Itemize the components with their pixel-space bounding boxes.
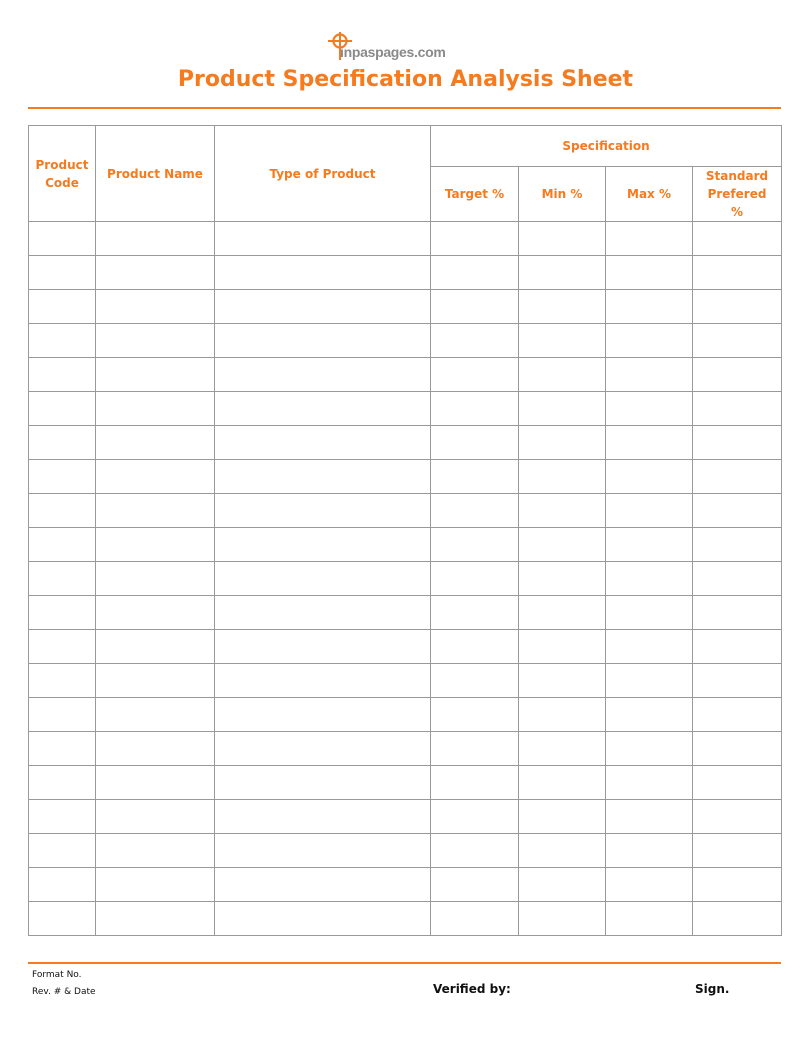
product-code-cell[interactable] xyxy=(29,732,96,766)
standard-cell[interactable] xyxy=(693,256,782,290)
min-cell[interactable] xyxy=(519,766,606,800)
standard-cell[interactable] xyxy=(693,392,782,426)
table-row xyxy=(29,256,782,290)
specification-table xyxy=(28,125,782,936)
table-row xyxy=(29,528,782,562)
min-cell[interactable] xyxy=(519,834,606,868)
header-min: Min % xyxy=(519,167,606,222)
header-target: Target % xyxy=(431,167,519,222)
standard-cell[interactable] xyxy=(693,324,782,358)
type-of-product-cell[interactable] xyxy=(215,766,431,800)
verified-by-label: Verified by: xyxy=(433,982,511,996)
footer-meta xyxy=(32,967,96,1001)
type-of-product-cell[interactable] xyxy=(215,664,431,698)
product-code-cell[interactable] xyxy=(29,834,96,868)
target-cell[interactable] xyxy=(431,664,519,698)
max-cell[interactable] xyxy=(606,392,693,426)
product-name-cell[interactable] xyxy=(96,868,215,902)
product-code-cell[interactable] xyxy=(29,460,96,494)
standard-cell[interactable] xyxy=(693,698,782,732)
target-cell[interactable] xyxy=(431,528,519,562)
table-row xyxy=(29,766,782,800)
product-code-cell[interactable] xyxy=(29,596,96,630)
product-code-cell[interactable] xyxy=(29,290,96,324)
min-cell[interactable] xyxy=(519,800,606,834)
type-of-product-cell[interactable] xyxy=(215,426,431,460)
logo-text: inpaspages.com xyxy=(340,44,446,60)
product-code-cell[interactable] xyxy=(29,528,96,562)
table-row xyxy=(29,324,782,358)
standard-cell[interactable] xyxy=(693,528,782,562)
type-of-product-cell[interactable] xyxy=(215,222,431,256)
table-row xyxy=(29,222,782,256)
table-row xyxy=(29,460,782,494)
table-row xyxy=(29,698,782,732)
product-name-cell[interactable] xyxy=(96,324,215,358)
standard-cell[interactable] xyxy=(693,732,782,766)
product-name-cell[interactable] xyxy=(96,256,215,290)
product-name-cell[interactable] xyxy=(96,290,215,324)
standard-cell[interactable] xyxy=(693,426,782,460)
table-row xyxy=(29,426,782,460)
min-cell[interactable] xyxy=(519,290,606,324)
type-of-product-cell[interactable] xyxy=(215,358,431,392)
rev-date-label: Rev. # & Date xyxy=(32,987,96,997)
header-standard-prefered: Standard Prefered % xyxy=(693,167,782,222)
standard-cell[interactable] xyxy=(693,460,782,494)
max-cell[interactable] xyxy=(606,426,693,460)
product-code-cell[interactable] xyxy=(29,562,96,596)
type-of-product-cell[interactable] xyxy=(215,392,431,426)
target-cell[interactable] xyxy=(431,732,519,766)
header-max: Max % xyxy=(606,167,693,222)
standard-cell[interactable] xyxy=(693,902,782,936)
product-code-cell[interactable] xyxy=(29,392,96,426)
table-row xyxy=(29,494,782,528)
target-cell[interactable] xyxy=(431,324,519,358)
max-cell[interactable] xyxy=(606,902,693,936)
table-row xyxy=(29,902,782,936)
table-row xyxy=(29,834,782,868)
type-of-product-cell[interactable] xyxy=(215,494,431,528)
min-cell[interactable] xyxy=(519,664,606,698)
type-of-product-cell[interactable] xyxy=(215,596,431,630)
product-name-cell[interactable] xyxy=(96,630,215,664)
header-divider xyxy=(28,107,781,109)
table-row xyxy=(29,868,782,902)
min-cell[interactable] xyxy=(519,494,606,528)
max-cell[interactable] xyxy=(606,256,693,290)
product-code-cell[interactable] xyxy=(29,494,96,528)
product-name-cell[interactable] xyxy=(96,222,215,256)
max-cell[interactable] xyxy=(606,630,693,664)
min-cell[interactable] xyxy=(519,868,606,902)
product-code-cell[interactable] xyxy=(29,256,96,290)
type-of-product-cell[interactable] xyxy=(215,324,431,358)
product-name-cell[interactable] xyxy=(96,358,215,392)
max-cell[interactable] xyxy=(606,290,693,324)
product-code-cell[interactable] xyxy=(29,800,96,834)
type-of-product-cell[interactable] xyxy=(215,868,431,902)
min-cell[interactable] xyxy=(519,460,606,494)
product-name-cell[interactable] xyxy=(96,834,215,868)
standard-cell[interactable] xyxy=(693,562,782,596)
target-cell[interactable] xyxy=(431,256,519,290)
type-of-product-cell[interactable] xyxy=(215,460,431,494)
product-code-cell[interactable] xyxy=(29,324,96,358)
target-cell[interactable] xyxy=(431,698,519,732)
target-cell[interactable] xyxy=(431,868,519,902)
product-name-cell[interactable] xyxy=(96,562,215,596)
max-cell[interactable] xyxy=(606,664,693,698)
type-of-product-cell[interactable] xyxy=(215,290,431,324)
min-cell[interactable] xyxy=(519,528,606,562)
max-cell[interactable] xyxy=(606,800,693,834)
target-cell[interactable] xyxy=(431,494,519,528)
min-cell[interactable] xyxy=(519,426,606,460)
type-of-product-cell[interactable] xyxy=(215,562,431,596)
product-code-cell[interactable] xyxy=(29,222,96,256)
target-cell[interactable] xyxy=(431,290,519,324)
max-cell[interactable] xyxy=(606,324,693,358)
target-cell[interactable] xyxy=(431,800,519,834)
standard-cell[interactable] xyxy=(693,800,782,834)
table-body xyxy=(29,222,782,936)
target-cell[interactable] xyxy=(431,426,519,460)
product-name-cell[interactable] xyxy=(96,800,215,834)
target-cell[interactable] xyxy=(431,562,519,596)
target-cell[interactable] xyxy=(431,358,519,392)
standard-cell[interactable] xyxy=(693,358,782,392)
max-cell[interactable] xyxy=(606,494,693,528)
max-cell[interactable] xyxy=(606,222,693,256)
product-name-cell[interactable] xyxy=(96,426,215,460)
target-cell[interactable] xyxy=(431,902,519,936)
type-of-product-cell[interactable] xyxy=(215,698,431,732)
type-of-product-cell[interactable] xyxy=(215,902,431,936)
type-of-product-cell[interactable] xyxy=(215,800,431,834)
product-name-cell[interactable] xyxy=(96,528,215,562)
max-cell[interactable] xyxy=(606,596,693,630)
sign-label: Sign. xyxy=(695,982,730,996)
table-row xyxy=(29,596,782,630)
product-code-cell[interactable] xyxy=(29,698,96,732)
type-of-product-cell[interactable] xyxy=(215,528,431,562)
product-code-cell[interactable] xyxy=(29,358,96,392)
type-of-product-cell[interactable] xyxy=(215,732,431,766)
header-product-code: Product Code xyxy=(29,126,96,222)
min-cell[interactable] xyxy=(519,358,606,392)
table-row xyxy=(29,732,782,766)
product-code-cell[interactable] xyxy=(29,902,96,936)
table-row xyxy=(29,358,782,392)
standard-cell[interactable] xyxy=(693,868,782,902)
target-cell[interactable] xyxy=(431,460,519,494)
table-row xyxy=(29,800,782,834)
min-cell[interactable] xyxy=(519,902,606,936)
standard-cell[interactable] xyxy=(693,766,782,800)
footer-divider xyxy=(28,962,781,964)
product-name-cell[interactable] xyxy=(96,664,215,698)
table-row xyxy=(29,562,782,596)
product-name-cell[interactable] xyxy=(96,698,215,732)
max-cell[interactable] xyxy=(606,528,693,562)
type-of-product-cell[interactable] xyxy=(215,630,431,664)
header-type-of-product: Type of Product xyxy=(215,126,431,222)
table-row xyxy=(29,392,782,426)
product-code-cell[interactable] xyxy=(29,868,96,902)
product-code-cell[interactable] xyxy=(29,426,96,460)
site-logo xyxy=(326,32,456,62)
max-cell[interactable] xyxy=(606,732,693,766)
product-name-cell[interactable] xyxy=(96,494,215,528)
max-cell[interactable] xyxy=(606,766,693,800)
product-name-cell[interactable] xyxy=(96,902,215,936)
standard-cell[interactable] xyxy=(693,222,782,256)
max-cell[interactable] xyxy=(606,562,693,596)
max-cell[interactable] xyxy=(606,460,693,494)
max-cell[interactable] xyxy=(606,698,693,732)
target-cell[interactable] xyxy=(431,630,519,664)
table-row xyxy=(29,630,782,664)
type-of-product-cell[interactable] xyxy=(215,256,431,290)
min-cell[interactable] xyxy=(519,256,606,290)
min-cell[interactable] xyxy=(519,630,606,664)
target-cell[interactable] xyxy=(431,596,519,630)
max-cell[interactable] xyxy=(606,868,693,902)
min-cell[interactable] xyxy=(519,392,606,426)
min-cell[interactable] xyxy=(519,222,606,256)
product-name-cell[interactable] xyxy=(96,596,215,630)
page-title: Product Specification Analysis Sheet xyxy=(177,67,634,92)
product-name-cell[interactable] xyxy=(96,766,215,800)
header-product-name: Product Name xyxy=(96,126,215,222)
standard-cell[interactable] xyxy=(693,664,782,698)
min-cell[interactable] xyxy=(519,324,606,358)
max-cell[interactable] xyxy=(606,358,693,392)
table-row xyxy=(29,664,782,698)
product-name-cell[interactable] xyxy=(96,460,215,494)
standard-cell[interactable] xyxy=(693,596,782,630)
format-no-label: Format No. xyxy=(32,970,82,980)
min-cell[interactable] xyxy=(519,562,606,596)
standard-cell[interactable] xyxy=(693,630,782,664)
product-code-cell[interactable] xyxy=(29,766,96,800)
product-name-cell[interactable] xyxy=(96,732,215,766)
min-cell[interactable] xyxy=(519,698,606,732)
table-row xyxy=(29,290,782,324)
type-of-product-cell[interactable] xyxy=(215,834,431,868)
target-cell[interactable] xyxy=(431,834,519,868)
standard-cell[interactable] xyxy=(693,290,782,324)
product-code-cell[interactable] xyxy=(29,630,96,664)
target-cell[interactable] xyxy=(431,766,519,800)
target-cell[interactable] xyxy=(431,392,519,426)
standard-cell[interactable] xyxy=(693,834,782,868)
standard-cell[interactable] xyxy=(693,494,782,528)
min-cell[interactable] xyxy=(519,596,606,630)
product-name-cell[interactable] xyxy=(96,392,215,426)
max-cell[interactable] xyxy=(606,834,693,868)
header-specification: Specification xyxy=(431,126,782,167)
product-code-cell[interactable] xyxy=(29,664,96,698)
min-cell[interactable] xyxy=(519,732,606,766)
target-cell[interactable] xyxy=(431,222,519,256)
